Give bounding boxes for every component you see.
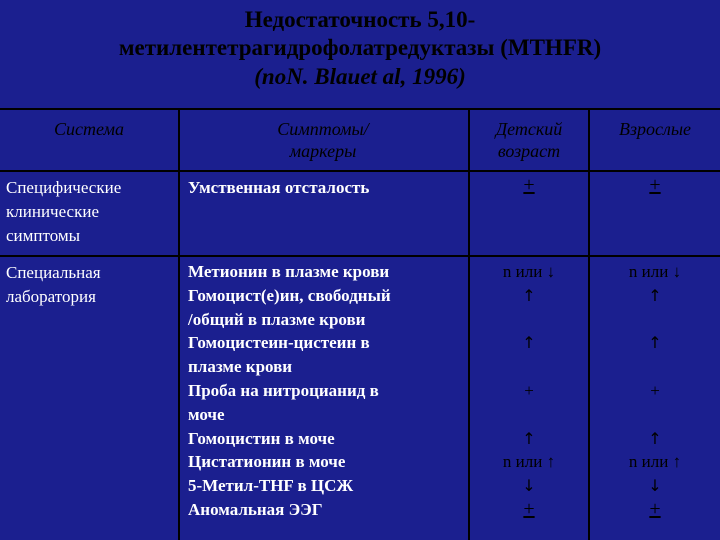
list-item: Гомоцистин в моче	[188, 428, 335, 448]
list-item: Проба на нитроцианид в	[188, 380, 379, 400]
row2-adult-markers	[590, 260, 720, 522]
title-line-1: Недостаточность 5,10-	[244, 7, 476, 32]
row1-adult-marker: +	[649, 174, 661, 196]
list-item: плазме крови	[188, 357, 293, 377]
marker-cell	[590, 308, 720, 332]
header-child: Детский возраст	[495, 119, 563, 161]
row1-child-marker: +	[523, 174, 535, 196]
marker-cell: n или ↑	[628, 452, 682, 472]
marker-cell: ↑	[648, 333, 662, 353]
marker-cell: +	[650, 380, 660, 400]
list-item: 5-Метил-THF в ЦСЖ	[188, 476, 354, 496]
marker-cell: ↑	[522, 333, 536, 353]
slide-title	[0, 6, 720, 92]
marker-cell: ↑	[648, 285, 662, 305]
marker-cell: ↓	[648, 476, 662, 496]
marker-cell	[470, 308, 588, 332]
marker-cell: ↑	[648, 428, 662, 448]
list-item: Метионин в плазме крови	[188, 262, 390, 281]
marker-cell: ↑	[522, 428, 536, 448]
row2-system: Специальная лаборатория	[6, 263, 101, 306]
marker-cell: +	[523, 497, 535, 520]
title-citation: (поN. Blauet al, 1996)	[254, 64, 466, 89]
row1-symptom: Умственная отсталость	[188, 178, 370, 197]
marker-cell	[470, 355, 588, 379]
marker-cell: ↓	[522, 476, 536, 496]
row2-child-markers	[470, 260, 588, 522]
marker-cell: n или ↑	[502, 452, 556, 472]
list-item: /общий в плазме крови	[188, 309, 366, 329]
marker-cell: ↑	[522, 285, 536, 305]
list-item: Гомоцистеин-цистеин в	[188, 333, 370, 353]
symptoms-table	[0, 108, 720, 540]
marker-cell	[590, 355, 720, 379]
list-item: Гомоцист(е)ин, свободный	[188, 285, 391, 305]
row1-bottom-border	[0, 255, 720, 257]
marker-cell: +	[524, 380, 534, 400]
marker-cell: +	[649, 497, 661, 520]
header-system: Система	[53, 119, 125, 139]
col-divider-1	[178, 108, 180, 540]
table-top-border	[0, 108, 720, 110]
marker-cell: n или ↓	[502, 262, 556, 281]
list-item: Цистатионин в моче	[188, 452, 346, 472]
marker-cell: n или ↓	[628, 262, 682, 281]
marker-cell	[590, 403, 720, 427]
row2-symptoms-list	[188, 260, 466, 522]
marker-cell	[470, 403, 588, 427]
list-item: Аномальная ЭЭГ	[188, 499, 323, 519]
header-symptoms: Симптомы/ маркеры	[277, 119, 369, 161]
row1-system: Специфические клинические симптомы	[6, 178, 122, 245]
title-line-2: метилентетрагидрофолатредуктазы (MTHFR)	[118, 35, 602, 60]
header-adult: Взрослые	[618, 119, 692, 139]
list-item: моче	[188, 404, 225, 424]
header-bottom-border	[0, 170, 720, 172]
